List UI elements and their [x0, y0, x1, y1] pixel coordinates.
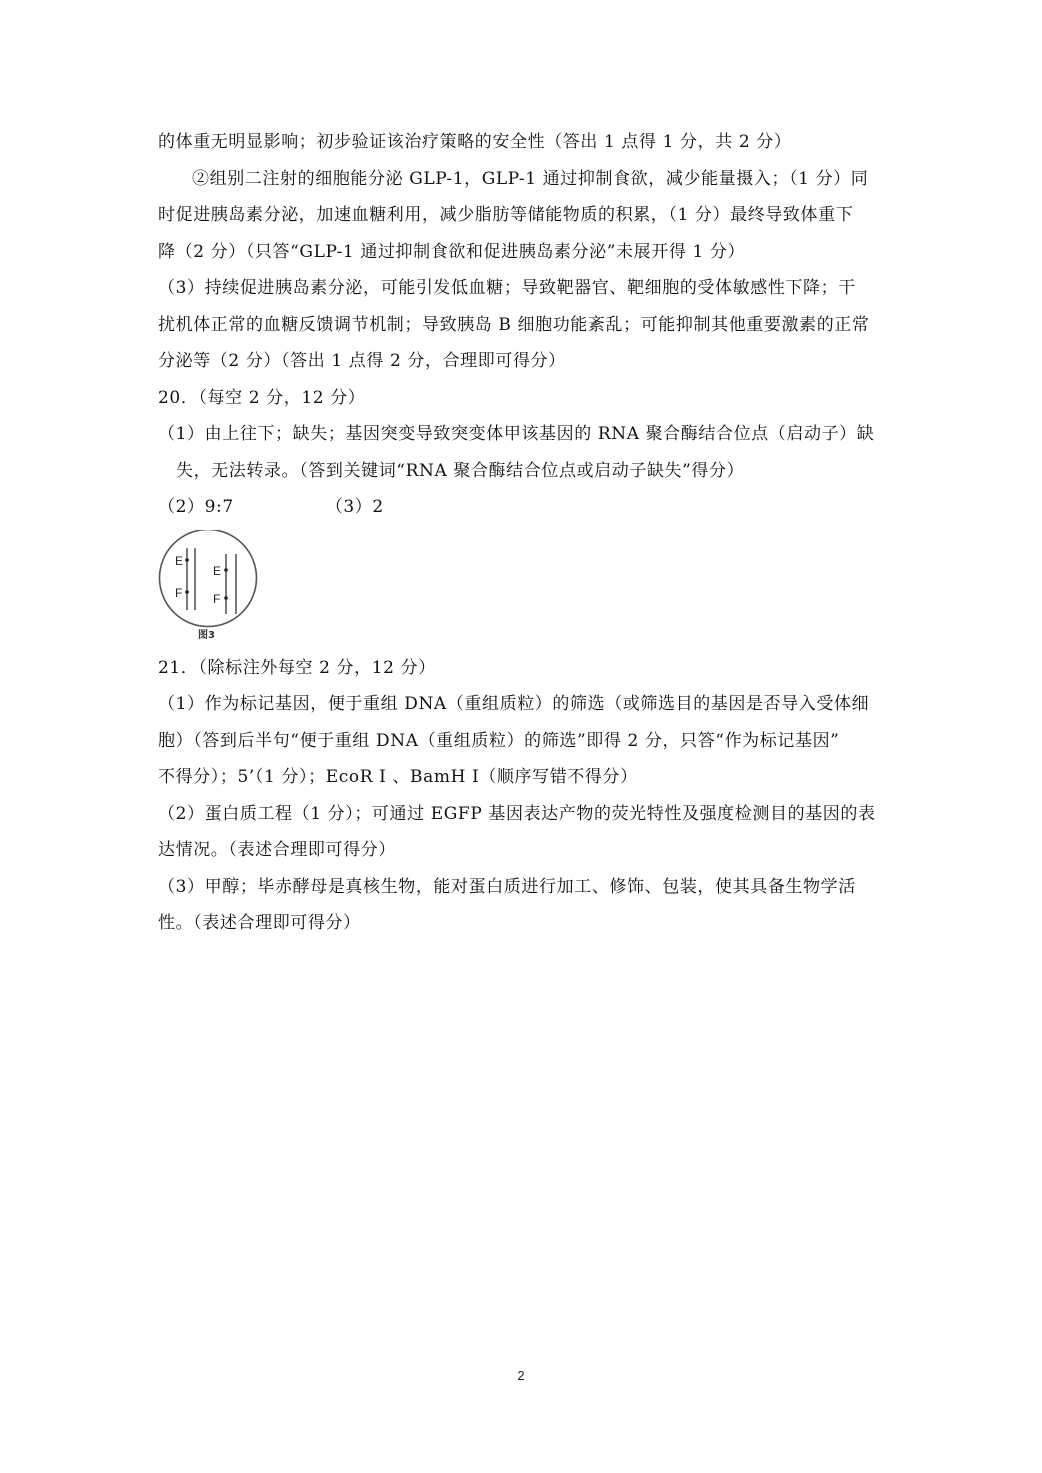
text-line: （1）作为标记基因，便于重组 DNA（重组质粒）的筛选（或筛选目的基因是否导入受体细: [158, 694, 870, 714]
question-heading-21: 21．（除标注外每空 2 分，12 分）: [158, 657, 436, 678]
answer-content: [158, 124, 888, 942]
text-line: [158, 489, 888, 526]
text-line: 的体重无明显影响；初步验证该治疗策略的安全性（答出 1 点得 1 分，共 2 分）: [158, 132, 792, 152]
text-line: 扰机体正常的血糖反馈调节机制；导致胰岛 B 细胞功能紊乱；可能抑制其他重要激素的正常: [158, 314, 870, 335]
text-line: 时促进胰岛素分泌，加速血糖利用，减少脂肪等储能物质的积累，（1 分）最终导致体重下: [158, 205, 854, 225]
page-number: 2: [517, 1368, 525, 1383]
text-line: （3）甲醇；毕赤酵母是真核生物，能对蛋白质进行加工、修饰、包装，使其具备生物学活: [158, 876, 856, 897]
text-line: 失，无法转录。（答到关键词“RNA 聚合酶结合位点或启动子缺失”得分）: [176, 460, 745, 481]
chromosome-figure: [158, 530, 268, 648]
gene-label-f-right: F: [213, 591, 221, 606]
cell-diagram: [158, 530, 268, 630]
gene-label-e-left: E: [175, 553, 184, 568]
gene-label-e-right: E: [213, 563, 222, 578]
text-line: （2）蛋白质工程（1 分）；可通过 EGFP 基因表达产物的荧光特性及强度检测目的基因的表: [158, 803, 876, 824]
figure-caption: 图3: [198, 629, 215, 641]
text-line: ②组别二注射的细胞能分泌 GLP-1，GLP-1 通过抑制食欲，减少能量摄入；（1 分）同: [192, 168, 869, 189]
text-line: 不得分）；5’（1 分）；EcoR I 、BamH I（顺序写错不得分）: [158, 767, 638, 787]
gene-label-f-left: F: [175, 585, 183, 600]
text-line: 胞）（答到后半句“便于重组 DNA（重组质粒）的筛选”即得 2 分，只答“作为标记基因”: [158, 730, 840, 751]
text-line: 分泌等（2 分）（答出 1 点得 2 分，合理即可得分）: [158, 351, 566, 371]
text-line: （3）持续促进胰岛素分泌，可能引发低血糖；导致靶器官、靶细胞的受体敏感性下降；干: [158, 278, 856, 298]
text-line: 降（2 分）（只答“GLP-1 通过抑制食欲和促进胰岛素分泌”未展开得 1 分）: [158, 241, 746, 262]
answer-2: （2）9:7: [158, 497, 234, 517]
text-line: 达情况。（表述合理即可得分）: [158, 840, 396, 860]
text-line: （1）由上往下；缺失；基因突变导致突变体甲该基因的 RNA 聚合酶结合位点（启动子）缺: [158, 424, 875, 444]
text-line: 性。（表述合理即可得分）: [158, 913, 361, 933]
answer-3: （3）2: [325, 497, 384, 517]
question-heading-20: 20．（每空 2 分，12 分）: [158, 387, 366, 408]
